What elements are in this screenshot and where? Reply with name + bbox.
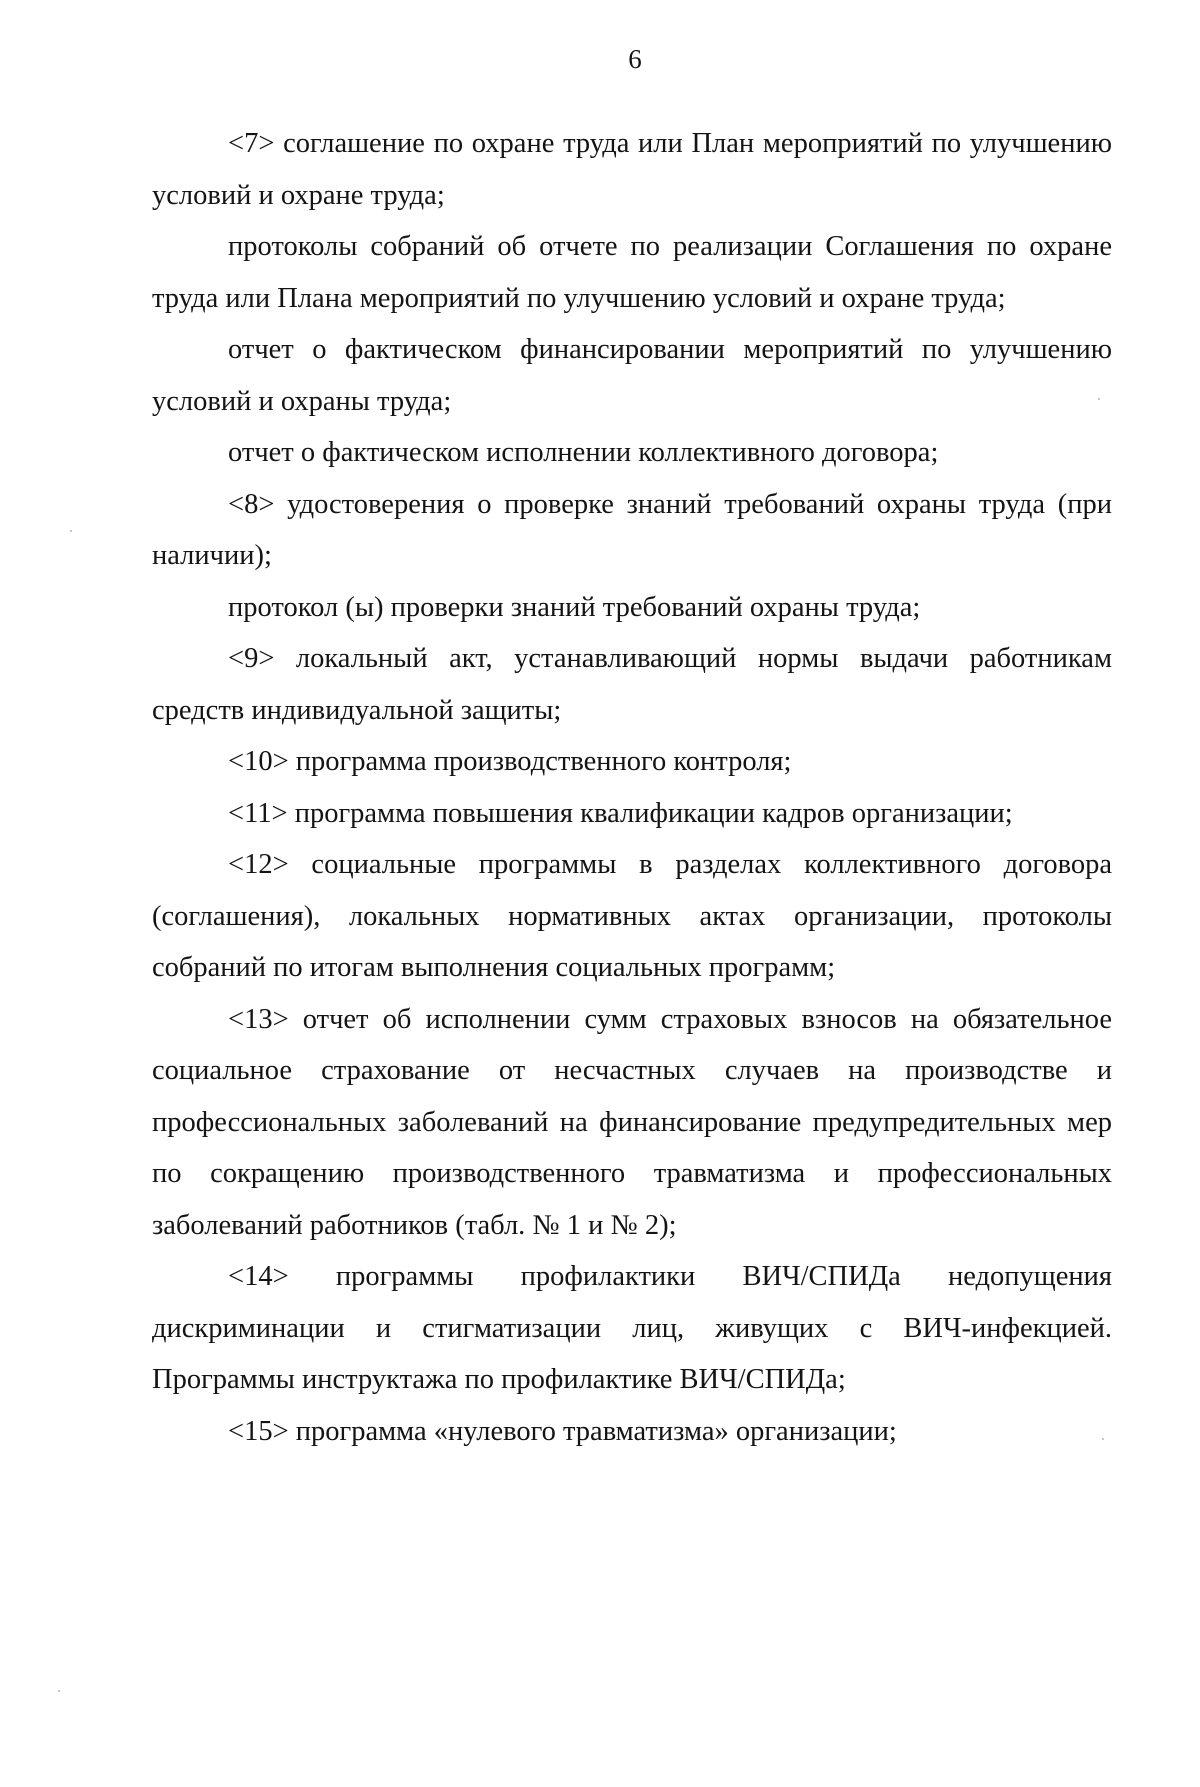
paragraph-10: <10> программа производственного контроля; (228, 746, 792, 777)
scan-speck (70, 530, 72, 532)
paragraph-8: <8> удостоверения о проверке знаний требований охраны труда (при наличии); (152, 488, 1112, 571)
paragraph-agreement-report: отчет о фактическом исполнении коллективного договора; (228, 437, 939, 468)
paragraph-14: <14> программы профилактики ВИЧ/СПИДа недопущения дискриминации и стигматизации лиц, живущих с ВИЧ-инфекцией. Программы инструктажа по профилактике ВИЧ/СПИДа; (152, 1261, 1112, 1395)
paragraph-protocols: протоколы собраний об отчете по реализации Соглашения по охране труда или Плана мероприятий по улучшению условий и охране труда; (152, 231, 1112, 314)
paragraph-9: <9> локальный акт, устанавливающий нормы выдачи работникам средств индивидуальной защиты; (152, 643, 1112, 726)
paragraph-12: <12> социальные программы в разделах коллективного договора (соглашения), локальных нормативных актах организации, протоколы собраний по итогам выполнения социальных программ; (152, 849, 1112, 983)
scan-speck (1102, 1438, 1104, 1440)
paragraph-13: <13> отчет об исполнении сумм страховых взносов на обязательное социальное страхование от несчастных случаев на производстве и профессиональных заболеваний на финансирование предупредительных мер по сокращению производственного травматизма и профессиональных заболеваний работников (табл. № 1 и № 2); (152, 1003, 1112, 1241)
page-number: 6 (628, 44, 642, 74)
paragraph-financing-report: отчет о фактическом финансировании мероприятий по улучшению условий и охраны труда; (152, 334, 1112, 417)
document-body (152, 118, 1112, 1457)
paragraph-11: <11> программа повышения квалификации кадров организации; (228, 797, 1013, 829)
paragraph-test-protocol: протокол (ы) проверки знаний требований охраны труда; (228, 591, 921, 623)
paragraph-15: <15> программа «нулевого травматизма» организации; (228, 1415, 897, 1447)
scan-speck (58, 1690, 60, 1692)
paragraph-7: <7> соглашение по охране труда или План мероприятий по улучшению условий и охране труда; (152, 128, 1112, 211)
scan-speck (1098, 398, 1100, 400)
